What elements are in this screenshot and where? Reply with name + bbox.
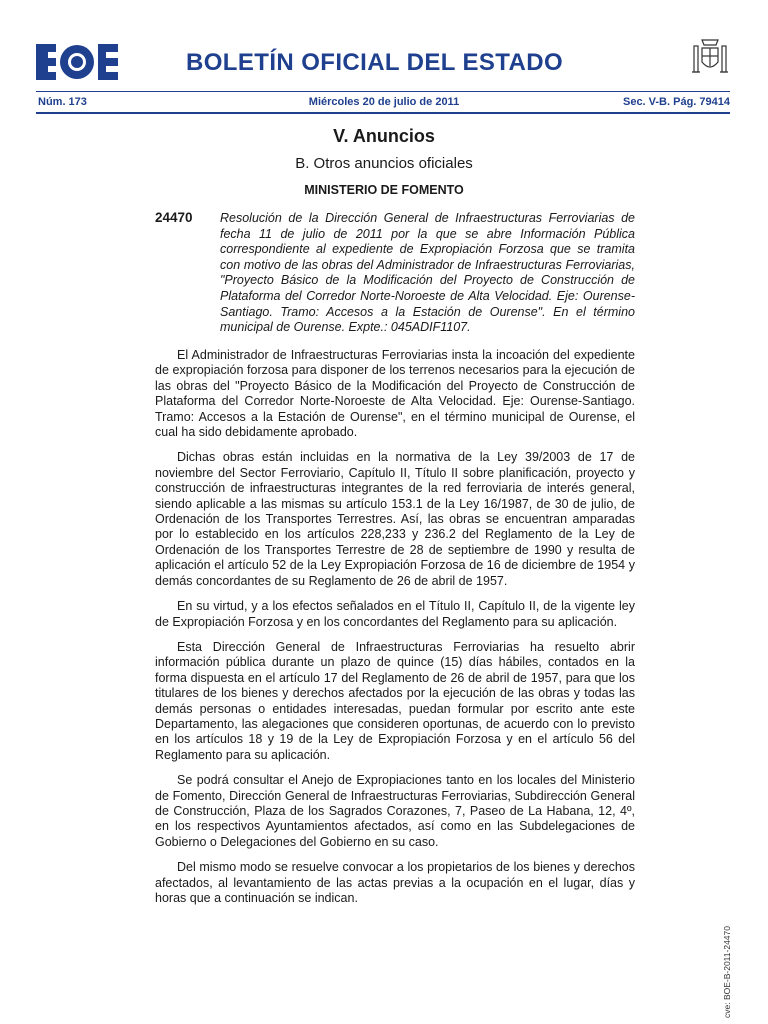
cve-identifier: cve: BOE-B-2011-24470 [722, 926, 732, 1018]
header-rule-bottom [36, 112, 730, 114]
issue-date: Miércoles 20 de julio de 2011 [308, 96, 460, 108]
coat-of-arms-icon [688, 36, 732, 80]
ministry-heading: MINISTERIO DE FOMENTO [304, 183, 464, 197]
header-rule [36, 91, 730, 92]
masthead-title: BOLETÍN OFICIAL DEL ESTADO [186, 49, 564, 76]
announcement-body [155, 348, 635, 916]
boe-logo [36, 44, 118, 80]
paragraph: Del mismo modo se resuelve convocar a los propietarios de los bienes y derechos afectados, al levantamiento de las actas previas a la ocupación en el lugar, días y horas que a continuación se indican. [155, 860, 635, 905]
paragraph: Dichas obras están incluidas en la normativa de la Ley 39/2003 de 17 de noviembre del Sector Ferroviario, Capítulo II, Título II sobre planificación, proyecto y construcción de infraestructuras integrantes de la red ferroviaria de interés general, siendo aplicable a las mismas su artículo 153.1 de la Ley 16/1987, de 30 de julio, de Ordenación de los Transportes Terrestres. Así, las obras se encuentran amparadas por lo establecido en los artículos 228,233 y 236.2 del Reglamento de la Ley de Ordenación de los Transportes Terrestre de 28 de septiembre de 1990 y resulta de aplicación el artículo 52 de la Ley Expropiación Forzosa de 16 de diciembre de 1954 y demás concordantes de su Reglamento de 26 de abril de 1957. [155, 450, 635, 588]
paragraph: En su virtud, y a los efectos señalados en el Título II, Capítulo II, de la vigente ley de Expropiación Forzosa y en los concordantes del Reglamento para su aplicación. [155, 599, 635, 629]
issue-number: Núm. 173 [38, 96, 87, 108]
section-title: V. Anuncios [333, 126, 435, 146]
paragraph: Esta Dirección General de Infraestructuras Ferroviarias ha resuelto abrir información pública durante un plazo de quince (15) días hábiles, contados en la forma dispuesta en el artículo 17 del Reglamento de 26 de abril de 1957, para que los titulares de los bienes y derechos afectados por la ejecución de las obras y todas las demás personas o entidades interesadas, puedan formular por escrito ante este Departamento, las alegaciones que consideren oportunas, de acuerdo con lo previsto en los artículos 18 y 19 de la Ley de Expropiación Forzosa y en el artículo 56 del Reglamento para su aplicación. [155, 639, 635, 762]
paragraph: Se podrá consultar el Anejo de Expropiaciones tanto en los locales del Ministerio de Fomento, Dirección General de Infraestructuras Ferroviarias, Subdirección General de Construcción, Plaza de los Sagrados Corazones, 7, Paseo de La Habana, 12, 4º, en los respectivos Ayuntamientos afectados, así como en las Subdelegaciones de Gobierno o Delegaciones del Gobierno en su caso. [155, 773, 635, 849]
entry-summary: Resolución de la Dirección General de Infraestructuras Ferroviarias de fecha 11 de julio de 2011 por la que se abre Información Pública correspondiente al expediente de Expropiación Forzosa que se tramita con motivo de las obras del Administrador de Infraestructuras Ferroviarias, "Proyecto Básico de la Modificación del Proyecto de Construcción de Plataforma del Corredor Norte-Noroeste de Alta Velocidad. Eje: Ourense-Santiago. Tramo: Accesos a la Estación de Ourense". En el término municipal de Ourense. Expte.: 045ADIF1107. [220, 211, 635, 335]
section-page: Sec. V-B. Pág. 79414 [622, 96, 730, 108]
paragraph: El Administrador de Infraestructuras Ferroviarias insta la incoación del expediente de expropiación forzosa para disponer de los terrenos necesarios para la ejecución de las obras del "Proyecto Básico de la Modificación del Proyecto de Construcción de Plataforma del Corredor Norte-Noroeste de Alta Velocidad. Eje: Ourense-Santiago. Tramo: Accesos a la Estación de Ourense", en el término municipal de Ourense, el cual ha sido debidamente aprobado. [155, 348, 635, 440]
section-subtitle: B. Otros anuncios oficiales [295, 155, 473, 172]
entry-number: 24470 [155, 210, 193, 225]
